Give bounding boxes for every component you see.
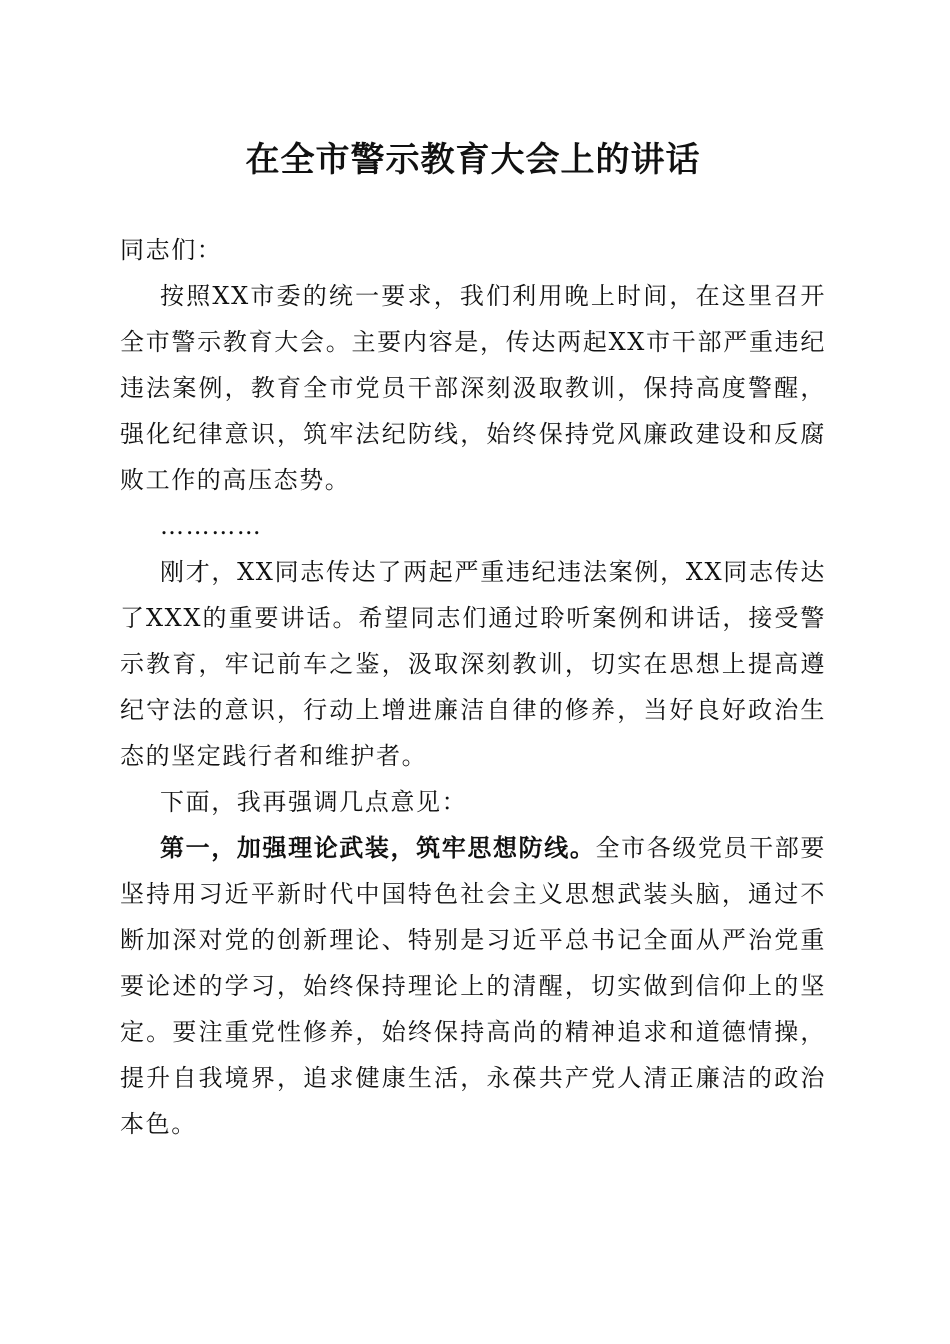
point-one-text: 全市各级党员干部要坚持用习近平新时代中国特色社会主义思想武装头脑，通过不断加深对党的创新理论、特别是习近平总书记全面从严治党重要论述的学习，始终保持理论上的清醒，切实做到信仰上的坚定。要注重党性修养，始终保持高尚的精神追求和道德情操，提升自我境界，追求健康生活，永葆共产党人清正廉洁的政治本色。 [120, 834, 826, 1138]
paragraph-transition: 下面，我再强调几点意见： [160, 788, 468, 816]
paragraph-ellipsis: ………… [160, 512, 263, 540]
paragraph-point-one [120, 825, 826, 1147]
document-title: 在全市警示教育大会上的讲话 [245, 140, 701, 180]
paragraph-review: 刚才，XX同志传达了两起严重违纪违法案例，XX同志传达了XXX的重要讲话。希望同志们通过聆听案例和讲话，接受警示教育，牢记前车之鉴，汲取深刻教训，切实在思想上提高遵纪守法的意识，行动上增进廉洁自律的修养，当好良好政治生态的坚定践行者和维护者。 [120, 558, 826, 770]
salutation: 同志们： [120, 236, 223, 264]
paragraph-intro: 按照XX市委的统一要求，我们利用晚上时间，在这里召开全市警示教育大会。主要内容是，传达两起XX市干部严重违纪违法案例，教育全市党员干部深刻汲取教训，保持高度警醒，强化纪律意识，筑牢法纪防线，始终保持党风廉政建设和反腐败工作的高压态势。 [120, 282, 826, 494]
document-body [120, 227, 826, 1147]
point-one-heading: 第一，加强理论武装，筑牢思想防线。 [160, 833, 596, 862]
